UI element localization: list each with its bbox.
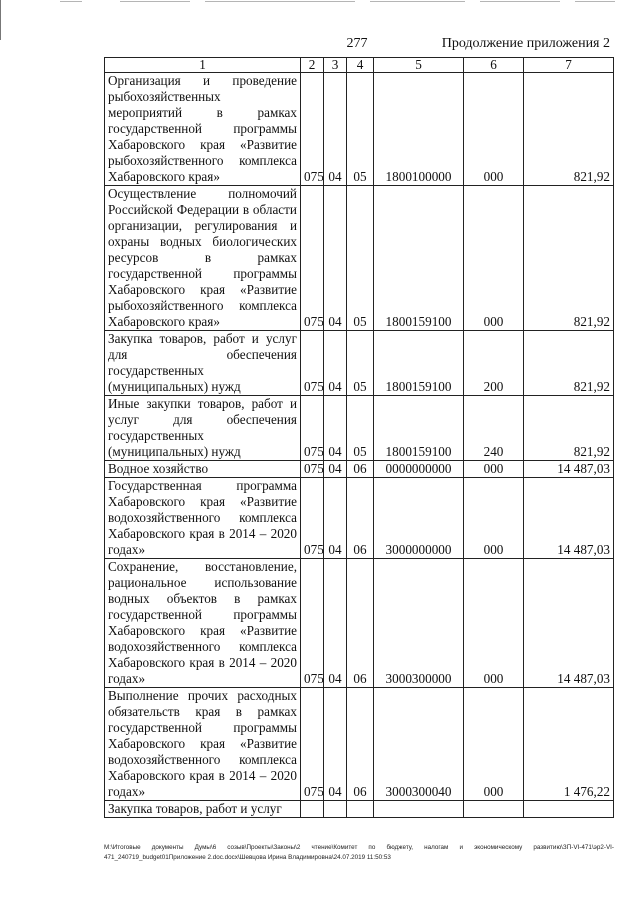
- section-code: 04: [324, 688, 347, 801]
- item-name: Сохранение, восстановление, рациональное использование водных объектов в рамках государственной программы Хабаровского края «Развитие водохозяйственного комплекса Хабаровского края в 2014 – 2020 годах»: [105, 559, 301, 688]
- item-name: Организация и проведение рыбохозяйственных мероприятий в рамках государственной программы Хабаровского края «Развитие рыбохозяйственного комплекса Хабаровского края»: [105, 73, 301, 186]
- target-code: 1800100000: [374, 73, 464, 186]
- section-code: 04: [324, 478, 347, 559]
- ministry-code: 075: [301, 331, 324, 396]
- subsection-code: 06: [347, 478, 374, 559]
- target-code: 1800159100: [374, 186, 464, 331]
- page-edge-mark: [0, 0, 1, 40]
- item-name: Водное хозяйство: [105, 461, 301, 478]
- item-name: Иные закупки товаров, работ и услуг для обеспечения государственных (муниципальных) нужд: [105, 396, 301, 461]
- item-name: Осуществление полномочий Российской Федерации в области организации, регулирования и охраны водных биологических ресурсов в рамках государственной программы Хабаровского края «Развитие рыбохозяйственного комплекса Хабаровского края»: [105, 186, 301, 331]
- subsection-code: 05: [347, 73, 374, 186]
- table-row: [105, 186, 614, 331]
- column-header: 1: [105, 58, 301, 73]
- table-row: [105, 396, 614, 461]
- ministry-code: 075: [301, 461, 324, 478]
- table-row: [105, 73, 614, 186]
- section-code: 04: [324, 186, 347, 331]
- ministry-code: 075: [301, 396, 324, 461]
- continuation-label: Продолжение приложения 2: [441, 36, 610, 51]
- expense-type-code: 240: [464, 396, 524, 461]
- column-header: 2: [301, 58, 324, 73]
- page-header: [0, 36, 640, 56]
- amount: 821,92: [524, 396, 614, 461]
- item-name: Закупка товаров, работ и услуг: [105, 801, 301, 818]
- amount: [524, 801, 614, 818]
- expense-type-code: 000: [464, 478, 524, 559]
- subsection-code: 05: [347, 186, 374, 331]
- amount: 14 487,03: [524, 478, 614, 559]
- item-name: Закупка товаров, работ и услуг для обеспечения государственных (муниципальных) нужд: [105, 331, 301, 396]
- table-row: [105, 331, 614, 396]
- expense-type-code: 000: [464, 73, 524, 186]
- amount: 14 487,03: [524, 461, 614, 478]
- subsection-code: 06: [347, 461, 374, 478]
- column-header: 7: [524, 58, 614, 73]
- ministry-code: 075: [301, 73, 324, 186]
- amount: 821,92: [524, 73, 614, 186]
- document-path-footer: M:\Итоговые документы Думы\6 созыв\Проекты\Законы\2 чтение\Комитет по бюджету, налогам и экономическому развитию\ЗП-VI-471\эр2-VI-471_240719_budget01Приложение 2.doc.docx\Шевцова Ирина Владимировна\24.07.2019 11:50:53: [104, 844, 614, 861]
- subsection-code: 05: [347, 396, 374, 461]
- column-header: 3: [324, 58, 347, 73]
- table-row: [105, 688, 614, 801]
- section-code: [324, 801, 347, 818]
- scan-artifact-line: [0, 0, 640, 6]
- target-code: [374, 801, 464, 818]
- section-code: 04: [324, 331, 347, 396]
- ministry-code: 075: [301, 478, 324, 559]
- table-row: [105, 801, 614, 818]
- amount: 1 476,22: [524, 688, 614, 801]
- ministry-code: 075: [301, 186, 324, 331]
- target-code: 1800159100: [374, 331, 464, 396]
- subsection-code: 05: [347, 331, 374, 396]
- section-code: 04: [324, 461, 347, 478]
- target-code: 0000000000: [374, 461, 464, 478]
- table-header-row: [105, 58, 614, 73]
- target-code: 1800159100: [374, 396, 464, 461]
- item-name: Государственная программа Хабаровского края «Развитие водохозяйственного комплекса Хабаровского края в 2014 – 2020 годах»: [105, 478, 301, 559]
- ministry-code: [301, 801, 324, 818]
- target-code: 3000000000: [374, 478, 464, 559]
- column-header: 4: [347, 58, 374, 73]
- expense-type-code: [464, 801, 524, 818]
- expense-type-code: 000: [464, 559, 524, 688]
- expense-type-code: 000: [464, 186, 524, 331]
- page-number: 277: [346, 36, 368, 51]
- target-code: 3000300000: [374, 559, 464, 688]
- table-row: [105, 559, 614, 688]
- item-name: Выполнение прочих расходных обязательств края в рамках государственной программы Хабаровского края «Развитие водохозяйственного комплекса Хабаровского края в 2014 – 2020 годах»: [105, 688, 301, 801]
- table-row: [105, 461, 614, 478]
- amount: 821,92: [524, 186, 614, 331]
- expense-type-code: 000: [464, 461, 524, 478]
- table-row: [105, 478, 614, 559]
- ministry-code: 075: [301, 559, 324, 688]
- subsection-code: [347, 801, 374, 818]
- column-header: 6: [464, 58, 524, 73]
- subsection-code: 06: [347, 559, 374, 688]
- section-code: 04: [324, 396, 347, 461]
- column-header: 5: [374, 58, 464, 73]
- target-code: 3000300040: [374, 688, 464, 801]
- amount: 821,92: [524, 331, 614, 396]
- ministry-code: 075: [301, 688, 324, 801]
- amount: 14 487,03: [524, 559, 614, 688]
- section-code: 04: [324, 559, 347, 688]
- subsection-code: 06: [347, 688, 374, 801]
- expense-type-code: 000: [464, 688, 524, 801]
- section-code: 04: [324, 73, 347, 186]
- expense-type-code: 200: [464, 331, 524, 396]
- budget-table: [104, 57, 614, 818]
